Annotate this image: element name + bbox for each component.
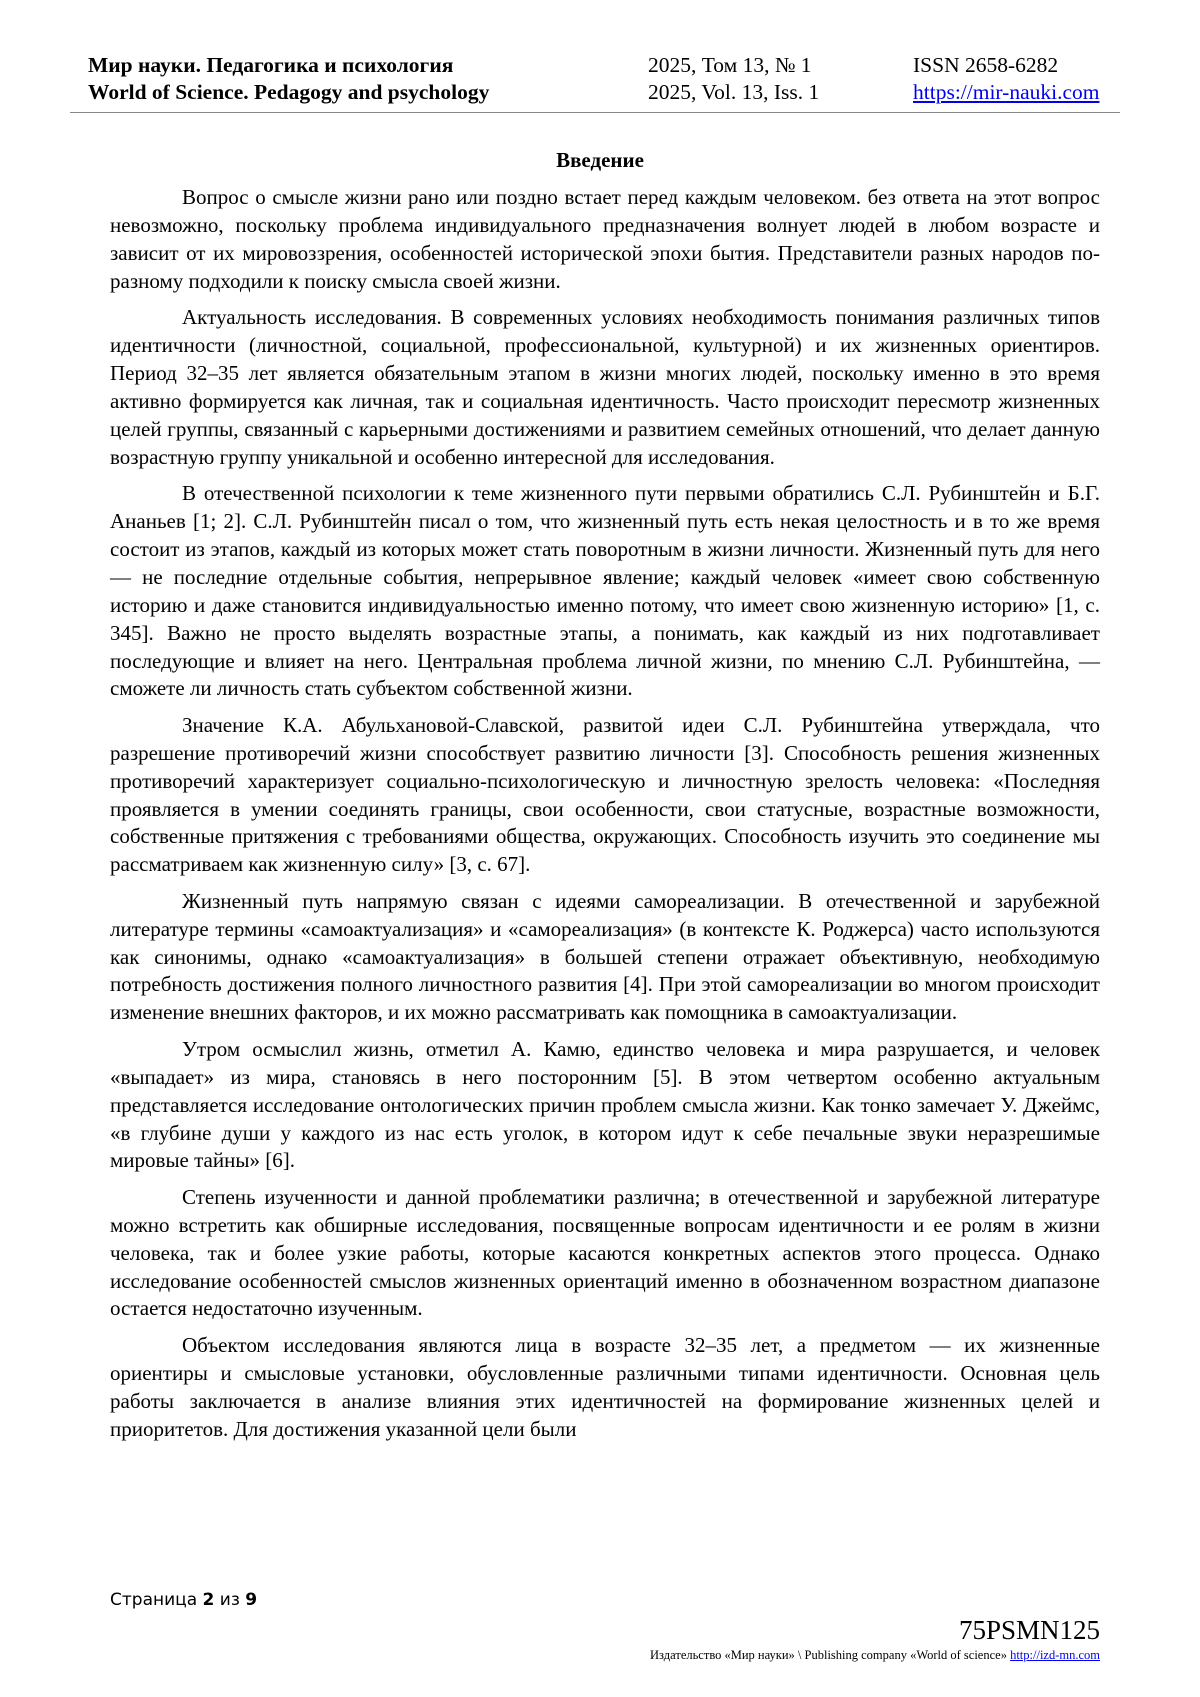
issue-en: 2025, Vol. 13, Iss. 1 [648,80,820,104]
journal-url-link[interactable]: https://mir-nauki.com [913,80,1100,104]
issue-ru: 2025, Том 13, № 1 [648,53,812,77]
journal-title-ru: Мир науки. Педагогика и психология [88,53,454,77]
journal-header [88,52,1120,112]
paragraph: Вопрос о смысле жизни рано или поздно встает перед каждым человеком. без ответа на этот вопрос невозможно, поскольку проблема индивидуального предназначения волнует людей в любом возрасте и зависит от их мировоззрения, особенностей исторической эпохи бытия. Представители разных народов по-разному подходили к поиску смысла своей жизни. [110,185,1100,293]
issn: ISSN 2658-6282 [913,53,1059,77]
publisher-line: Издательство «Мир науки» \ Publishing company «World of science» http://izd-mn.com [650,1648,1100,1662]
paragraph: В отечественной психологии к теме жизненного пути первыми обратились С.Л. Рубинштейн и Б.Г. Ананьев [1; 2]. С.Л. Рубинштейн писал о том, что жизненный путь есть некая целостность и в то же время состоит из этапов, каждый из которых может стать поворотным в жизни личности. Жизненный путь для него — не последние отдельные события, непрерывное явление; каждый человек «имеет свою собственную историю и даже становится индивидуальностью именно потому, что имеет свою жизненную историю» [1, с. 345]. Важно не просто выделять возрастные этапы, а понимать, как каждый из них подготавливает последующие и влияет на него. Центральная проблема личной жизни, по мнению С.Л. Рубинштейна, — сможете ли личность стать субъектом собственной жизни. [110,481,1100,701]
header-divider [70,112,1120,113]
article-code: 75PSMN125 [958,1615,1100,1645]
publisher-url-link[interactable]: http://izd-mn.com [1010,1648,1100,1662]
paragraph: Степень изученности и данной проблематики различна; в отечественной и зарубежной литературе можно встретить как обширные исследования, посвященные вопросам идентичности и ее ролям в жизни человека, так и более узкие работы, которые касаются конкретных аспектов этого процесса. Однако исследование особенностей смыслов жизненных ориентаций именно в обозначенном возрастном диапазоне остается недостаточно изученным. [110,1184,1100,1321]
paragraph: Актуальность исследования. В современных условиях необходимость понимания различных типов идентичности (личностной, социальной, профессиональной, культурной) и их жизненных ориентиров. Период 32–35 лет является обязательным этапом в жизни многих людей, поскольку именно в это время активно формируется как личная, так и социальная идентичность. Часто происходит пересмотр жизненных целей группы, связанный с карьерными достижениями и развитием семейных отношений, что делает данную возрастную группу уникальной и особенно интересной для исследования. [110,305,1100,469]
section-title: Введение [556,148,644,172]
page-number: Страница 2 из 9 [110,1590,258,1610]
paragraph: Утром осмыслил жизнь, отметил А. Камю, единство человека и мира разрушается, и человек «выпадает» из мира, становясь в него посторонним [5]. В этом четвертом особенно актуальным представляется исследование онтологических причин проблем смысла жизни. Как тонко замечает У. Джеймс, «в глубине души у каждого из нас есть уголок, в котором идут к себе печальные звуки неразрешимые мировые тайны» [6]. [110,1036,1100,1173]
paragraph: Объектом исследования являются лица в возрасте 32–35 лет, а предметом — их жизненные ориентиры и смысловые установки, обусловленные различными типами идентичности. Основная цель работы заключается в анализе влияния этих идентичностей на формирование жизненных целей и приоритетов. Для достижения указанной цели были [110,1332,1100,1441]
paragraph: Жизненный путь напрямую связан с идеями самореализации. В отечественной и зарубежной литературе термины «самоактуализация» и «самореализация» (в контексте К. Роджерса) часто используются как синонимы, однако «самоактуализация» в большей степени отражает объективную, необходимую потребность достижения полного личностного развития [4]. При этой самореализации во многом происходит изменение внешних факторов, и их можно рассматривать как помощника в самоактуализации. [110,888,1100,1025]
paragraph: Значение К.А. Абульхановой-Славской, развитой идеи С.Л. Рубинштейна утверждала, что разрешение противоречий жизни способствует развитию личности [3]. Способность решения жизненных противоречий характеризует социально-психологическую и личностную зрелость человека: «Последняя проявляется в умении соединять границы, свои особенности, свои статусные, возрастные возможности, собственные притяжения с требованиями общества, окружающих. Способность изучить это соединение мы рассматриваем как жизненную силу» [3, с. 67]. [110,712,1100,877]
article-body [110,184,1100,1452]
journal-title-en: World of Science. Pedagogy and psychology [88,80,490,104]
